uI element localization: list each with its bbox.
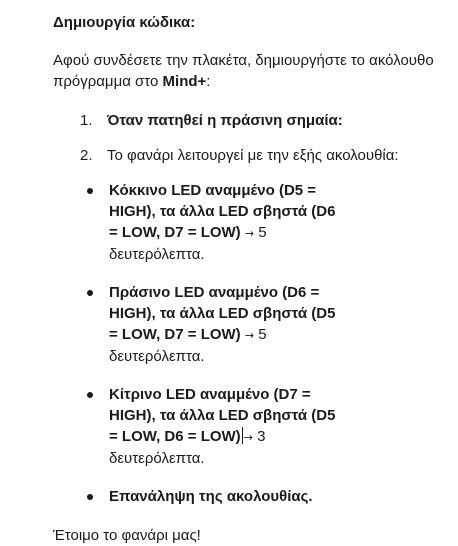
- sequence-duration: 3 δευτερόλεπτα.: [109, 428, 266, 467]
- intro-text: Αφού συνδέσετε την πλακέτα, δημιουργήστε το ακόλουθο πρόγραμμα στο: [53, 52, 434, 90]
- intro-end: :: [206, 73, 211, 90]
- steps-list: [53, 110, 448, 166]
- sequence-state: Πράσινο LED αναμμένο (D6 = HIGH), τα άλλα LED σβηστά (D5 = LOW, D7 = LOW): [109, 284, 336, 343]
- step-item-2: [53, 145, 448, 166]
- section-heading: Δημιουργία κώδικα:: [53, 14, 196, 31]
- sequence-item-red: [53, 180, 339, 265]
- sequence-item-yellow: [53, 384, 339, 469]
- intro-paragraph: [53, 50, 448, 92]
- arrow-icon: →: [244, 227, 255, 240]
- intro-app-name: Mind+: [162, 73, 207, 90]
- step-number: 2.: [80, 147, 93, 164]
- sequence-duration: 5 δευτερόλεπτα.: [109, 224, 267, 263]
- sequence-list: [53, 180, 448, 507]
- bullet-icon: [87, 188, 93, 194]
- sequence-item-repeat: [53, 486, 339, 507]
- bullet-icon: [87, 392, 93, 398]
- arrow-icon: →: [243, 431, 253, 444]
- sequence-item-green: [53, 282, 339, 367]
- sequence-duration: 5 δευτερόλεπτα.: [109, 326, 267, 365]
- sequence-state: Κόκκινο LED αναμμένο (D5 = HIGH), τα άλλα LED σβηστά (D6 = LOW, D7 = LOW): [109, 182, 336, 241]
- sequence-state: Επανάληψη της ακολουθίας.: [109, 488, 313, 505]
- arrow-icon: →: [244, 329, 255, 342]
- document-body: [53, 12, 448, 546]
- step-item-1: [53, 110, 448, 131]
- sequence-state: Κίτρινο LED αναμμένο (D7 = HIGH), τα άλλα LED σβηστά (D5 = LOW, D6 = LOW): [109, 386, 336, 445]
- closing-text: Έτοιμο το φανάρι μας!: [53, 527, 201, 544]
- bullet-icon: [87, 494, 93, 500]
- text-cursor: [242, 427, 243, 444]
- step-number: 1.: [80, 112, 93, 129]
- step-text: Το φανάρι λειτουργεί με την εξής ακολουθία:: [107, 147, 399, 164]
- step-text: Όταν πατηθεί η πράσινη σημαία:: [107, 112, 343, 129]
- bullet-icon: [87, 290, 93, 296]
